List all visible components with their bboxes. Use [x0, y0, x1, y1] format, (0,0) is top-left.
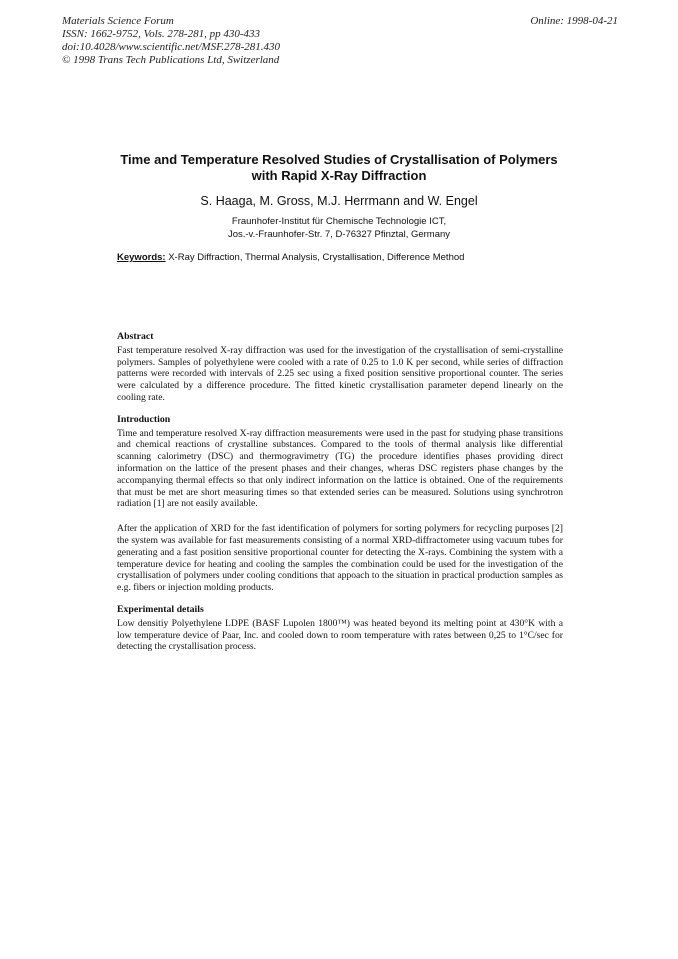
- journal-header: [62, 15, 382, 67]
- copyright-line: © 1998 Trans Tech Publications Ltd, Switzerland: [62, 54, 280, 66]
- introduction-paragraph-1: Time and temperature resolved X-ray diffraction measurements were used in the past for studying phase transitions and chemical reactions of crystalline substances. Compared to the tools of thermal analysis like differential scanning calorimetry (DSC) and thermogravimetry (TG) the procedure identifies phases providing direct information on the lattice of the present phases and their changes, wheras DSC registers phase changes by the accompanying thermal effects so that only indirect information on the lattice is obtained. One of the requirements that must be met are short measuring times so that extended series can be measured. Solutions using synchrotron radiation [1] are not easily available.: [117, 427, 563, 510]
- paper-body: [117, 331, 563, 653]
- introduction-paragraph-2: After the application of XRD for the fast identification of polymers for sorting polymers for recycling purposes [2] the system was available for fast measurements consisting of a normal XRD-diffractometer using vacuum tubes for generating and a fast position sensitive proportional counter for detecting the X-rays. Combining the system with a temperature device for heating and cooling the samples the combination could be used for the investigation of the crystallisation of polymers under cooling conditions that appoach to the situation in practical production samples as e.g. fibers or injection molding products.: [117, 523, 563, 594]
- paper-title: Time and Temperature Resolved Studies of Crystallisation of Polymers with Rapid X-Ray Diffraction: [120, 152, 558, 183]
- introduction-heading: Introduction: [117, 413, 171, 425]
- affiliation: [110, 215, 568, 241]
- affiliation-line-1: Fraunhofer-Institut für Chemische Technologie ICT,: [231, 216, 447, 227]
- doi-line: doi:10.4028/www.scientific.net/MSF.278-281.430: [62, 41, 281, 53]
- affiliation-line-2: Jos.-v.-Fraunhofer-Str. 7, D-76327 Pfinztal, Germany: [227, 229, 451, 240]
- experimental-text: Low densitiy Polyethylene LDPE (BASF Lupolen 1800™) was heated beyond its melting point at 430°K with a low temperature device of Paar, Inc. and cooled down to room temperature with rates between 0,25 to 1°C/sec for detecting the crystallisation process.: [117, 617, 563, 653]
- abstract-heading: Abstract: [117, 331, 154, 342]
- experimental-heading: Experimental details: [117, 603, 204, 615]
- keywords-label: Keywords:: [117, 252, 166, 263]
- issn-line: ISSN: 1662-9752, Vols. 278-281, pp 430-433: [62, 28, 260, 40]
- keywords: [117, 251, 577, 264]
- keywords-text: X-Ray Diffraction, Thermal Analysis, Crystallisation, Difference Method: [168, 252, 465, 263]
- abstract-text: Fast temperature resolved X-ray diffraction was used for the investigation of the crystallisation of semi-crystalline polymers. Samples of polyethylene were cooled with a rate of 0.25 to 1.0 K per second, while series of diffraction patterns were recorded with intervals of 2.25 sec using a fixed position sensitive proportional counter. The series were calculated by a difference procedure. The fitted kinetic crystallisation parameter depend linearly on the cooling rate.: [117, 344, 563, 403]
- online-date: Online: 1998-04-21: [530, 15, 618, 27]
- author-list: S. Haaga, M. Gross, M.J. Herrmann and W. Engel: [200, 194, 478, 208]
- journal-name: Materials Science Forum: [62, 15, 174, 27]
